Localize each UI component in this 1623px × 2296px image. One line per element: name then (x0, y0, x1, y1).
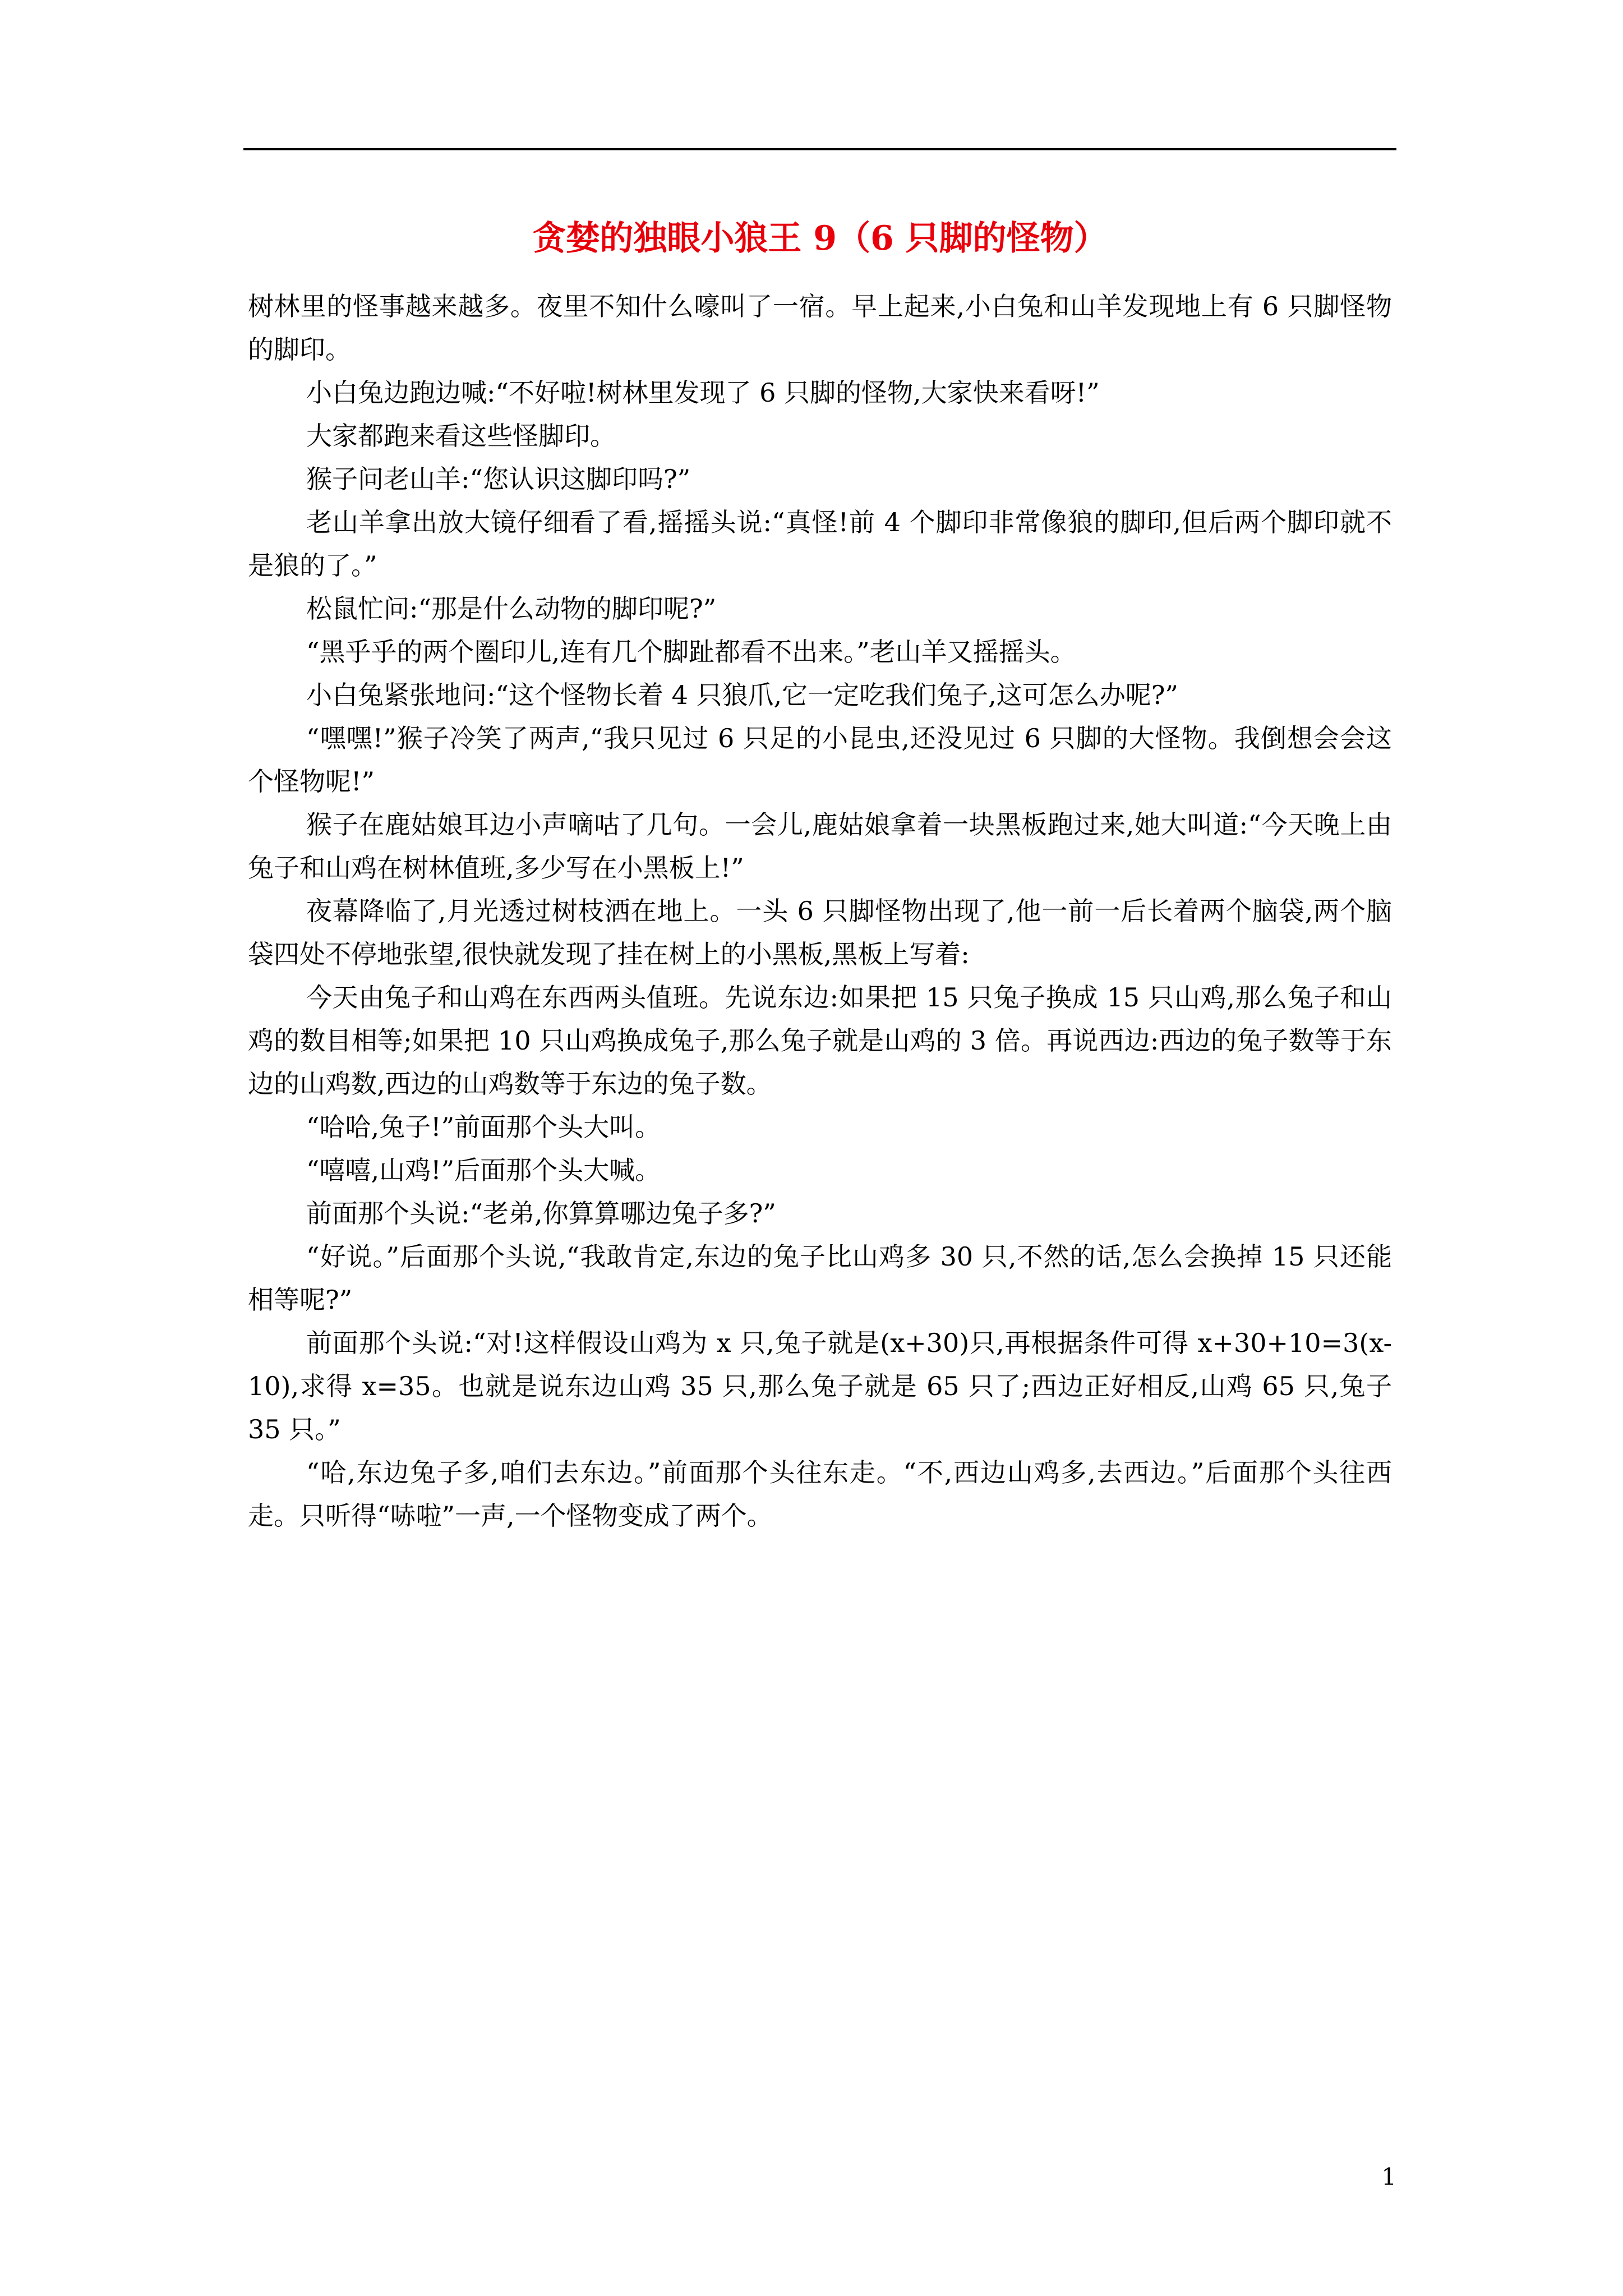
paragraph: “哈哈,兔子!”前面那个头大叫。 (306, 1112, 661, 1142)
paragraph: 小白兔边跑边喊:“不好啦!树林里发现了 6 只脚的怪物,大家快来看呀!” (306, 378, 1100, 408)
document-title: 贪婪的独眼小狼王 9（6 只脚的怪物） (532, 219, 1108, 258)
paragraph: “好说。”后面那个头说,“我敢肯定,东边的兔子比山鸡多 30 只,不然的话,怎么会换掉 15 只还能相等呢?” (248, 1241, 1392, 1315)
paragraph: 猴子问老山羊:“您认识这脚印吗?” (306, 464, 691, 494)
paragraph: “哈,东边兔子多,咱们去东边。”前面那个头往东走。“不,西边山鸡多,去西边。”后面那个头往西走。只听得“哧啦”一声,一个怪物变成了两个。 (248, 1457, 1392, 1531)
paragraph: 松鼠忙问:“那是什么动物的脚印呢?” (306, 593, 717, 624)
paragraph: 前面那个头说:“对!这样假设山鸡为 x 只,兔子就是(x+30)只,再根据条件可得 x+30+10=3(x-10),求得 x=35。也就是说东边山鸡 35 只,那么兔子就是 65 只了;西边正好相反,山鸡 65 只,兔子 35 只。” (248, 1328, 1392, 1444)
paragraph: “黑乎乎的两个圈印儿,连有几个脚趾都看不出来。”老山羊又摇摇头。 (306, 637, 1076, 667)
paragraph: 前面那个头说:“老弟,你算算哪边兔子多?” (306, 1198, 776, 1228)
paragraph: 大家都跑来看这些怪脚印。 (306, 421, 616, 451)
paragraph: “嘻嘻,山鸡!”后面那个头大喊。 (306, 1155, 661, 1185)
paragraph: 老山羊拿出放大镜仔细看了看,摇摇头说:“真怪!前 4 个脚印非常像狼的脚印,但后两个脚印就不是狼的了。” (248, 507, 1392, 581)
paragraph: 树林里的怪事越来越多。夜里不知什么嚎叫了一宿。早上起来,小白兔和山羊发现地上有 6 只脚怪物的脚印。 (248, 291, 1392, 365)
paragraph: 夜幕降临了,月光透过树枝洒在地上。一头 6 只脚怪物出现了,他一前一后长着两个脑袋,两个脑袋四处不停地张望,很快就发现了挂在树上的小黑板,黑板上写着: (248, 896, 1392, 969)
header-rule (243, 148, 1396, 150)
paragraph: 猴子在鹿姑娘耳边小声嘀咕了几句。一会儿,鹿姑娘拿着一块黑板跑过来,她大叫道:“今天晚上由兔子和山鸡在树林值班,多少写在小黑板上!” (248, 809, 1392, 883)
paragraph: 小白兔紧张地问:“这个怪物长着 4 只狼爪,它一定吃我们兔子,这可怎么办呢?” (306, 680, 1178, 710)
page-number: 1 (1381, 2163, 1396, 2191)
story-body (248, 285, 1392, 1538)
paragraph: 今天由兔子和山鸡在东西两头值班。先说东边:如果把 15 只兔子换成 15 只山鸡,那么兔子和山鸡的数目相等;如果把 10 只山鸡换成兔子,那么兔子就是山鸡的 3 倍。再说西边:西边的兔子数等于东边的山鸡数,西边的山鸡数等于东边的兔子数。 (248, 982, 1392, 1099)
paragraph: “嘿嘿!”猴子冷笑了两声,“我只见过 6 只足的小昆虫,还没见过 6 只脚的大怪物。我倒想会会这个怪物呢!” (248, 723, 1392, 797)
